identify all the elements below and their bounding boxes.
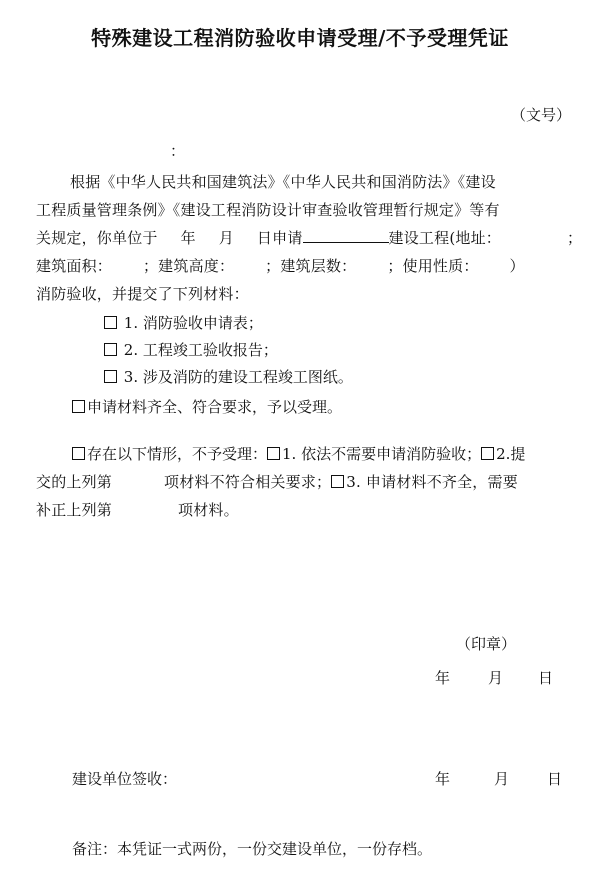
signature-label: 建设单位签收：	[72, 770, 178, 788]
close-paren: ）	[509, 257, 525, 275]
area-label: 建筑面积：	[36, 257, 113, 275]
accept-option: 申请材料齐全、符合要求，予以受理。	[72, 396, 342, 417]
reject-line-3: 补正上列第 项材料。	[36, 501, 239, 519]
semicolon: ；	[566, 229, 583, 247]
sign-date-month: 月	[494, 770, 510, 788]
checkbox[interactable]	[104, 370, 117, 383]
accept-checkbox[interactable]	[72, 400, 85, 413]
year-label: 年	[180, 229, 196, 247]
reject-checkbox[interactable]	[72, 447, 85, 460]
reject-reason-3-checkbox[interactable]	[331, 475, 344, 488]
floors-label: ；建筑层数：	[265, 257, 357, 275]
apply-day-label: 日申请	[256, 229, 303, 247]
recipient-field: ：	[170, 142, 186, 160]
paragraph-line-5: 消防验收，并提交了下列材料：	[36, 285, 249, 303]
project-name-blank	[303, 228, 389, 243]
page-title: 特殊建设工程消防验收申请受理/不予受理凭证	[91, 26, 509, 50]
material-item: 2. 工程竣工验收报告；	[104, 339, 278, 360]
reject-reason-1-checkbox[interactable]	[267, 447, 280, 460]
sign-date-year: 年	[435, 770, 451, 788]
paragraph-line-3	[36, 227, 582, 248]
date-month: 月	[488, 669, 504, 687]
regulation-text: 关规定，你单位于	[36, 229, 158, 247]
document-number: （文号）	[511, 106, 572, 124]
material-item: 1. 消防验收申请表；	[104, 312, 263, 333]
checkbox[interactable]	[104, 343, 117, 356]
height-label: ；建筑高度：	[142, 257, 235, 275]
date-year: 年	[435, 669, 451, 687]
material-item: 3. 涉及消防的建设工程竣工图纸。	[104, 366, 353, 387]
date-day: 日	[538, 669, 554, 687]
note: 备注：本凭证一式两份，一份交建设单位，一份存档。	[72, 840, 433, 858]
sign-date-day: 日	[547, 770, 563, 788]
month-label: 月	[218, 229, 234, 247]
paragraph-line-4	[36, 255, 525, 276]
reject-reason-2-checkbox[interactable]	[481, 447, 494, 460]
paragraph-line-2: 工程质量管理条例》《建设工程消防设计审查验收管理暂行规定》等有	[36, 201, 500, 219]
seal-label: （印章）	[456, 635, 517, 653]
project-address-label: 建设工程(地址：	[388, 229, 501, 247]
reject-line-2: 交的上列第 项材料不符合相关要求； 3. 申请材料不齐全，需要	[36, 473, 518, 491]
paragraph-line-1: 根据《中华人民共和国建筑法》《中华人民共和国消防法》《建设	[70, 173, 496, 191]
reject-line-1: 存在以下情形，不予受理： 1. 依法不需要申请消防验收； 2.提	[72, 443, 525, 464]
checkbox[interactable]	[104, 316, 117, 329]
usage-label: ；使用性质：	[387, 257, 479, 275]
